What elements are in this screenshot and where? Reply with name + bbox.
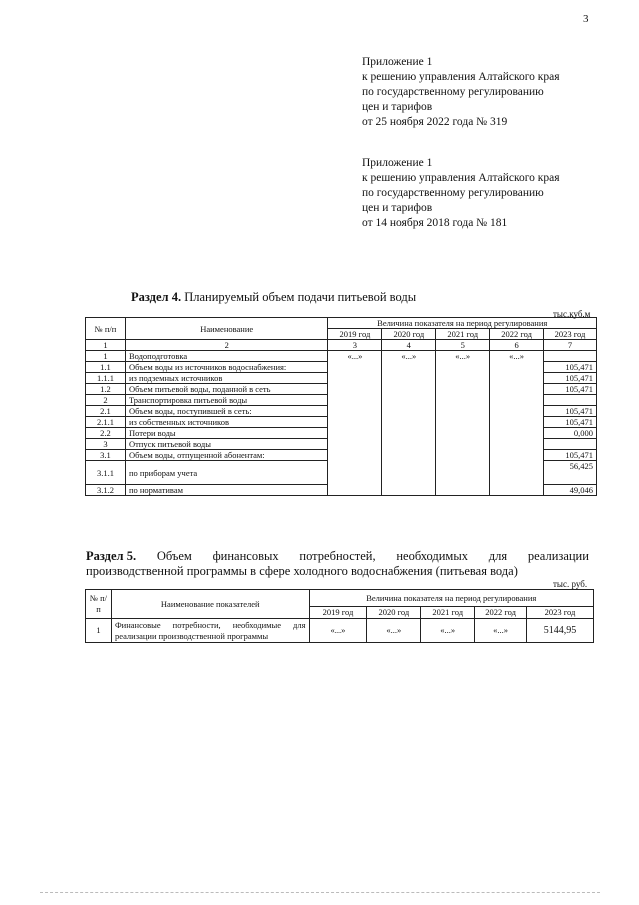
row-num: 3.1 bbox=[86, 450, 126, 461]
appendix-line: от 25 ноября 2022 года № 319 bbox=[362, 116, 508, 128]
cell-2021: «...» bbox=[421, 619, 475, 643]
appendix-line: к решению управления Алтайского края bbox=[362, 172, 560, 184]
appendix-line: к решению управления Алтайского края bbox=[362, 71, 560, 83]
row-name: Водоподготовка bbox=[125, 351, 328, 362]
cell-2020: «...» bbox=[367, 619, 421, 643]
row-name: Потери воды bbox=[125, 428, 328, 439]
row-num: 2 bbox=[86, 395, 126, 406]
header-period: Величина показателя на период регулирования bbox=[328, 318, 597, 329]
header-year: 2019 год bbox=[328, 329, 382, 340]
row-name: Финансовые потребности, необходимые для реализации производственной программы bbox=[111, 619, 309, 643]
table-row bbox=[86, 619, 594, 643]
section5-title bbox=[86, 549, 589, 579]
col-number: 6 bbox=[490, 340, 544, 351]
header-year: 2019 год bbox=[309, 607, 367, 619]
appendix-line: по государственному регулированию bbox=[362, 187, 544, 199]
row-num: 2.1 bbox=[86, 406, 126, 417]
row-name: из подземных источников bbox=[125, 373, 328, 384]
row-name: Отпуск питьевой воды bbox=[125, 439, 328, 450]
section5-title-word: Объем bbox=[156, 549, 192, 563]
row-num: 3.1.1 bbox=[86, 461, 126, 485]
cell-2023: 105,471 bbox=[544, 362, 597, 373]
header-name: Наименование bbox=[125, 318, 328, 340]
header-year: 2020 год bbox=[382, 329, 436, 340]
row-name: из собственных источников bbox=[125, 417, 328, 428]
row-num: 2.2 bbox=[86, 428, 126, 439]
cell-2023: 56,425 bbox=[544, 461, 597, 485]
section4-table bbox=[85, 317, 597, 496]
footer-divider bbox=[40, 892, 600, 893]
header-year: 2022 год bbox=[490, 329, 544, 340]
cell-2023: 105,471 bbox=[544, 450, 597, 461]
cell-2023 bbox=[544, 395, 597, 406]
cell-2022: «...» bbox=[475, 619, 527, 643]
section5-title-line1 bbox=[86, 549, 589, 564]
section5-title-word: необходимых bbox=[396, 549, 468, 563]
row-name: Транспортировка питьевой воды bbox=[125, 395, 328, 406]
cell-2019: «...» bbox=[328, 351, 382, 496]
section5-title-word: потребностей, bbox=[299, 549, 376, 563]
section4-title bbox=[131, 290, 416, 305]
cell-2023 bbox=[544, 351, 597, 362]
header-year: 2021 год bbox=[421, 607, 475, 619]
section5-title-word: для bbox=[488, 549, 508, 563]
section5-title-word: реализации bbox=[527, 549, 589, 563]
col-number: 5 bbox=[436, 340, 490, 351]
page-number: 3 bbox=[583, 13, 589, 25]
appendix-line: по государственному регулированию bbox=[362, 86, 544, 98]
row-name: Объем воды, поступившей в сеть: bbox=[125, 406, 328, 417]
cell-2023: 5144,95 bbox=[527, 619, 594, 643]
cell-2023: 0,000 bbox=[544, 428, 597, 439]
row-name: по нормативам bbox=[125, 485, 328, 496]
appendix-line: Приложение 1 bbox=[362, 56, 433, 68]
col-number: 7 bbox=[544, 340, 597, 351]
header-num: № п/п bbox=[86, 318, 126, 340]
section4-unit: тыс.куб.м bbox=[553, 309, 591, 319]
cell-2020: «...» bbox=[382, 351, 436, 496]
appendix-line: от 14 ноября 2018 года № 181 bbox=[362, 217, 508, 229]
header-year: 2020 год bbox=[367, 607, 421, 619]
row-name: Объем воды из источников водоснабжения: bbox=[125, 362, 328, 373]
section5-unit: тыс. руб. bbox=[553, 579, 588, 589]
header-year: 2023 год bbox=[544, 329, 597, 340]
header-period: Величина показателя на период регулирования bbox=[309, 590, 593, 607]
row-num: 1.1 bbox=[86, 362, 126, 373]
cell-2019: «...» bbox=[309, 619, 367, 643]
header-name: Наименование показателей bbox=[111, 590, 309, 619]
row-num: 1 bbox=[86, 619, 112, 643]
col-number: 4 bbox=[382, 340, 436, 351]
row-name: Объем питьевой воды, поданной в сеть bbox=[125, 384, 328, 395]
cell-2021: «...» bbox=[436, 351, 490, 496]
cell-2023: 105,471 bbox=[544, 417, 597, 428]
col-number: 3 bbox=[328, 340, 382, 351]
appendix-original bbox=[362, 156, 560, 231]
cell-2022: «...» bbox=[490, 351, 544, 496]
row-num: 3 bbox=[86, 439, 126, 450]
row-name: по приборам учета bbox=[125, 461, 328, 485]
header-num: № п/п bbox=[86, 590, 112, 619]
section5-title-bold: Раздел 5. bbox=[86, 549, 137, 563]
section4-title-bold: Раздел 4. bbox=[131, 290, 182, 304]
appendix-line: цен и тарифов bbox=[362, 101, 433, 113]
col-number: 1 bbox=[86, 340, 126, 351]
row-name: Объем воды, отпущенной абонентам: bbox=[125, 450, 328, 461]
row-num: 2.1.1 bbox=[86, 417, 126, 428]
appendix-line: Приложение 1 bbox=[362, 157, 433, 169]
row-num: 1 bbox=[86, 351, 126, 362]
row-num: 1.1.1 bbox=[86, 373, 126, 384]
table-row bbox=[86, 351, 597, 362]
header-year: 2022 год bbox=[475, 607, 527, 619]
row-num: 1.2 bbox=[86, 384, 126, 395]
section5-title-word: финансовых bbox=[212, 549, 279, 563]
cell-2023: 105,471 bbox=[544, 384, 597, 395]
appendix-line: цен и тарифов bbox=[362, 202, 433, 214]
header-year: 2021 год bbox=[436, 329, 490, 340]
section5-title-line2: производственной программы в сфере холодного водоснабжения (питьевая вода) bbox=[86, 564, 518, 578]
appendix-current bbox=[362, 55, 560, 130]
cell-2023: 49,046 bbox=[544, 485, 597, 496]
cell-2023 bbox=[544, 439, 597, 450]
section4-title-text: Планируемый объем подачи питьевой воды bbox=[181, 290, 417, 304]
col-number: 2 bbox=[125, 340, 328, 351]
section5-table bbox=[85, 589, 594, 643]
header-year: 2023 год bbox=[527, 607, 594, 619]
cell-2023: 105,471 bbox=[544, 406, 597, 417]
section5-title-word bbox=[86, 549, 136, 564]
cell-2023: 105,471 bbox=[544, 373, 597, 384]
row-num: 3.1.2 bbox=[86, 485, 126, 496]
